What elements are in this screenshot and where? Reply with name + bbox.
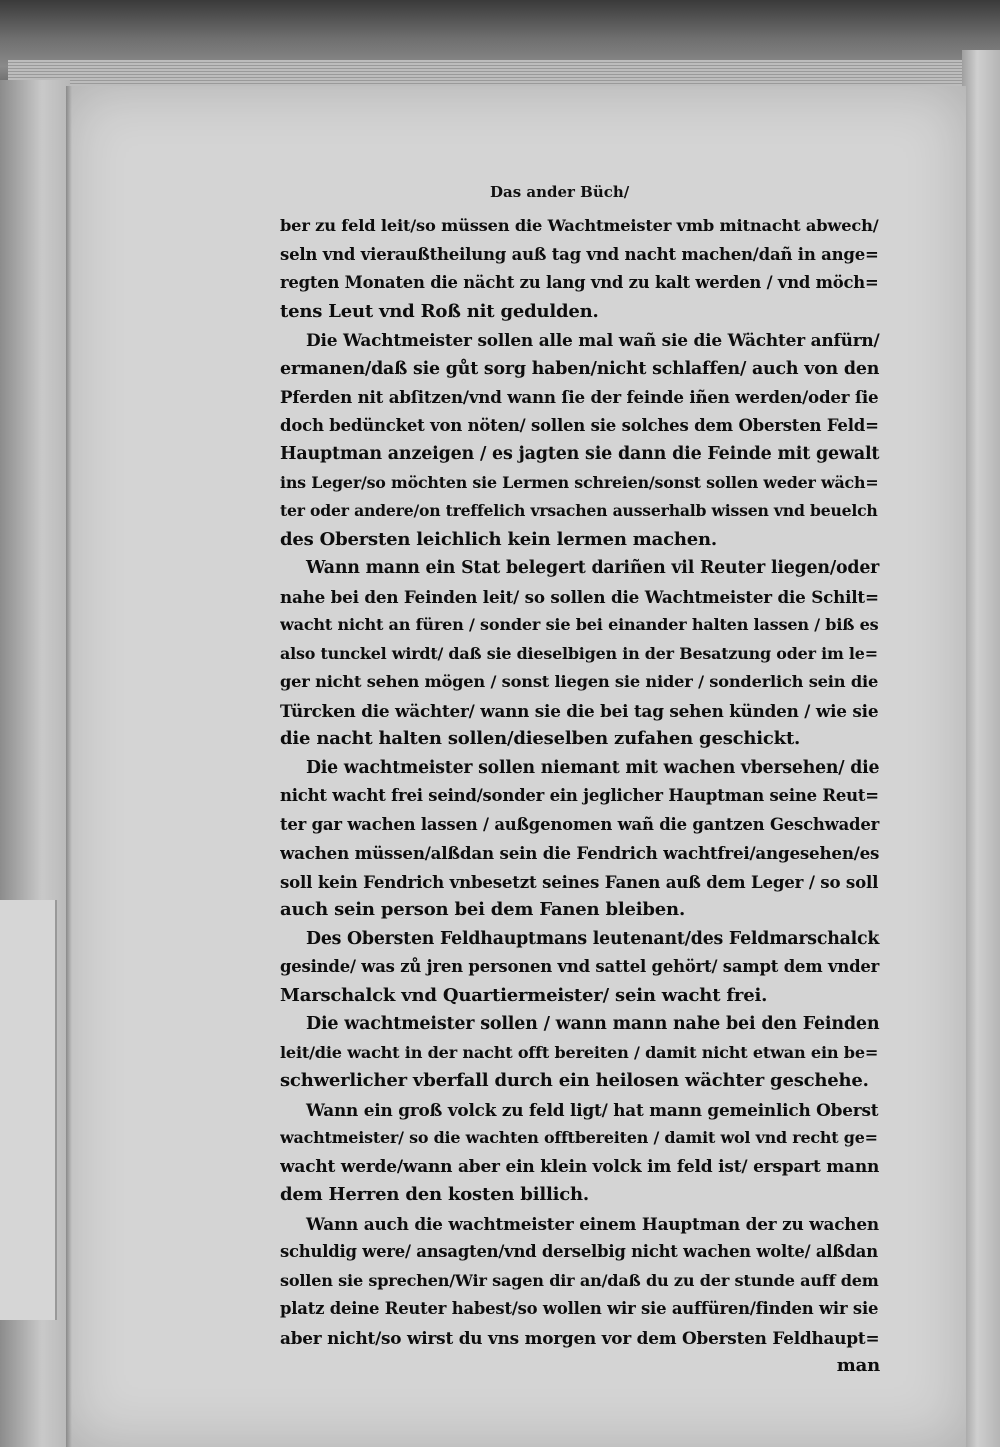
text-line: schuldig were/ ansagten/vnd derselbig nicht wachen wolte/ alßdan [280,1242,878,1261]
torn-left-page [0,900,57,1320]
text-line: sollen sie sprechen/Wir sagen dir an/daß du zu der stunde auff dem [280,1270,879,1290]
text-line: ermanen/daß sie gůt sorg haben/nicht schlaffen/ auch von den [280,358,880,379]
text-line: leit/die wacht in der nacht offt bereiten / damit nicht etwan ein be= [280,1042,879,1062]
right-page-edge [962,50,1000,1447]
text-line: schwerlicher vberfall durch ein heilosen wächter geschehe. [280,1070,869,1091]
text-line: ter oder andere/on treffelich vrsachen ausserhalb wissen vnd beuelch [280,501,878,520]
text-line: die nacht halten sollen/dieselben zufahen geschickt. [280,728,801,749]
text-line: dem Herren den kosten billich. [280,1184,589,1205]
text-line: platz deine Reuter habest/so wollen wir sie auffüren/finden wir sie [280,1299,879,1318]
text-line: Türcken die wächter/ wann sie die bei tag sehen künden / wie sie [280,700,879,721]
text-line: wachen müssen/alßdan sein die Fendrich wachtfrei/angesehen/es [280,843,880,863]
text-line: Wann ein groß volck zu feld ligt/ hat mann gemeinlich Oberst [306,1099,879,1120]
text-line: nicht wacht frei seind/sonder ein jeglicher Hauptman seine Reut= [280,786,879,805]
text-line: ins Leger/so möchten sie Lermen schreien/sonst sollen weder wäch= [280,472,879,492]
running-header: Das ander Büch/ [490,183,630,201]
catchword: man [836,1355,880,1376]
text-line: des Obersten leichlich kein lermen machen. [280,528,717,550]
text-line: ger nicht sehen mögen / sonst liegen sie nider / sonderlich sein die [280,672,879,691]
text-line: Des Obersten Feldhauptmans leutenant/des Feldmarschalck [306,928,880,949]
text-line: ter gar wachen lassen / außgenomen wañ die gantzen Geschwader [280,814,880,834]
text-line: soll kein Fendrich vnbesetzt seines Fanen auß dem Leger / so soll [280,871,879,892]
text-line: Die wachtmeister sollen / wann mann nahe bei den Feinden [306,1014,880,1034]
text-line: aber nicht/so wirst du vns morgen vor dem Obersten Feldhaupt= [280,1327,880,1348]
text-line: Marschalck vnd Quartiermeister/ sein wacht frei. [280,984,768,1006]
text-line: nahe bei den Feinden leit/ so sollen die Wachtmeister die Schilt= [280,586,879,607]
text-line: Pferden nit abſitzen/vnd wann ſie der feinde iñen werden/oder ſie [280,387,879,407]
page-gutter-shadow [66,86,72,1447]
text-line: gesinde/ was zů jren personen vnd sattel gehört/ sampt dem vnder [280,957,880,976]
text-line: tens Leut vnd Roß nit gedulden. [280,300,599,322]
text-line: Hauptman anzeigen / es jagten sie dann die Feinde mit gewalt [280,444,880,464]
text-line: Die wachtmeister sollen niemant mit wachen vbersehen/ die [306,757,880,778]
text-line: Wann mann ein Stat belegert dariñen vil Reuter liegen/oder [306,558,880,578]
text-line: wacht werde/wann aber ein klein volck im feld ist/ erspart mann [280,1156,880,1177]
text-line: ber zu feld leit/so müssen die Wachtmeister vmb mitnacht abwech/ [280,216,879,235]
text-line: regten Monaten die nächt zu lang vnd zu kalt werden / vnd möch= [280,273,879,292]
text-line: also tunckel wirdt/ daß sie dieselbigen in der Besatzung oder im le= [280,643,878,663]
text-line: auch sein person bei dem Fanen bleiben. [280,899,686,920]
text-line: Die Wachtmeister sollen alle mal wañ sie die Wächter anfürn/ [306,330,880,350]
text-line: seln vnd vieraußtheilung auß tag vnd nacht machen/dañ in ange= [280,244,879,264]
text-line: doch bedüncket von nöten/ sollen sie solches dem Obersten Feld= [280,415,879,435]
text-line: wachtmeister/ so die wachten offtbereiten / damit wol vnd recht ge= [280,1128,878,1147]
text-line: wacht nicht an füren / sonder sie bei einander halten lassen / biß es [280,615,879,634]
text-line: Wann auch die wachtmeister einem Hauptman der zu wachen [306,1213,879,1234]
page-body-text [280,212,880,1381]
